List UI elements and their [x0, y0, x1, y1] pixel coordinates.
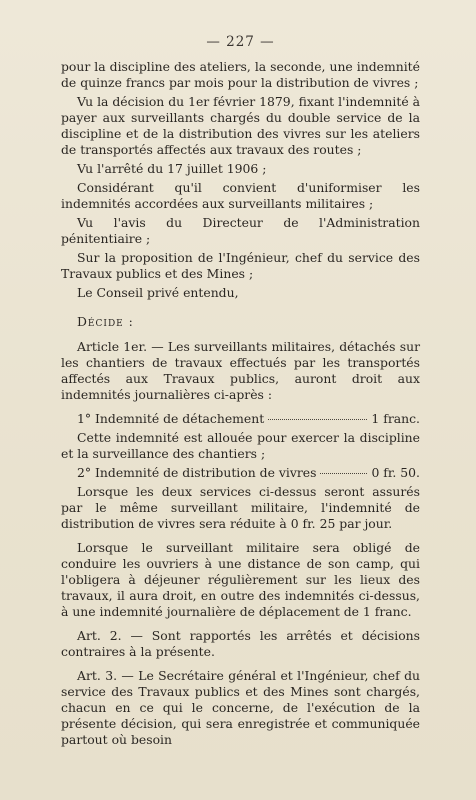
item-label: 1° Indemnité de détachement	[77, 411, 265, 426]
leader-dots	[320, 473, 367, 474]
leader-dots	[268, 419, 367, 420]
indemnity-detachment-line	[61, 411, 420, 427]
paragraph: Lorsque le surveillant militaire sera obligé de conduire les ouvriers à une distance de son camp, qui l'obligera à déjeuner régulièrement sur les lieux des travaux, il aura droit, en outre des indemnités ci-dessus, à une indemnité journalière de déplacement de 1 franc.	[61, 540, 420, 619]
decide-heading: Décide :	[77, 314, 134, 329]
paragraph: Lorsque les deux services ci-dessus seront assurés par le même surveillant militaire, l'indemnité de distribution de vivres sera réduite à 0 fr. 25 par jour.	[61, 484, 420, 531]
body-text	[61, 59, 420, 748]
paragraph: Considérant qu'il convient d'uniformiser les indemnités accordées aux surveillants militaires ;	[61, 180, 420, 211]
item-amount: 0 fr. 50.	[371, 465, 420, 480]
item-amount: 1 franc.	[371, 411, 420, 426]
paragraph: pour la discipline des ateliers, la seconde, une indemnité de quinze francs par mois pour la distribution de vivres ;	[61, 59, 420, 90]
paragraph: Cette indemnité est allouée pour exercer la discipline et la surveillance des chantiers ;	[61, 430, 420, 461]
paragraph: Le Conseil privé entendu,	[77, 285, 239, 300]
item-label: 2° Indemnité de distribution de vivres	[77, 465, 317, 480]
indemnity-distribution-line	[61, 465, 420, 481]
paragraph: Vu l'arrêté du 17 juillet 1906 ;	[77, 161, 267, 176]
paragraph: Sur la proposition de l'Ingénieur, chef du service des Travaux publics et des Mines ;	[61, 250, 420, 281]
paragraph: Vu la décision du 1er février 1879, fixant l'indemnité à payer aux surveillants chargés du double service de la discipline et de la distribution des vivres sur les ateliers de transportés affectés aux travaux des routes ;	[61, 94, 421, 157]
article-2: Art. 2. — Sont rapportés les arrêtés et décisions contraires à la présente.	[61, 628, 420, 659]
article-3: Art. 3. — Le Secrétaire général et l'Ingénieur, chef du service des Travaux publics et des Mines sont chargés, chacun en ce qui le concerne, de l'exécution de la présente décision, qui sera enregistrée et communiquée partout où besoin	[61, 668, 420, 747]
article-1: Article 1er. — Les surveillants militaires, détachés sur les chantiers de travaux effectués par les transportés affectés aux Travaux publics, auront droit aux indemnités journalières ci-après :	[61, 339, 420, 402]
page-number: — 227 —	[206, 34, 275, 50]
paragraph: Vu l'avis du Directeur de l'Administration pénitentiaire ;	[61, 215, 420, 246]
